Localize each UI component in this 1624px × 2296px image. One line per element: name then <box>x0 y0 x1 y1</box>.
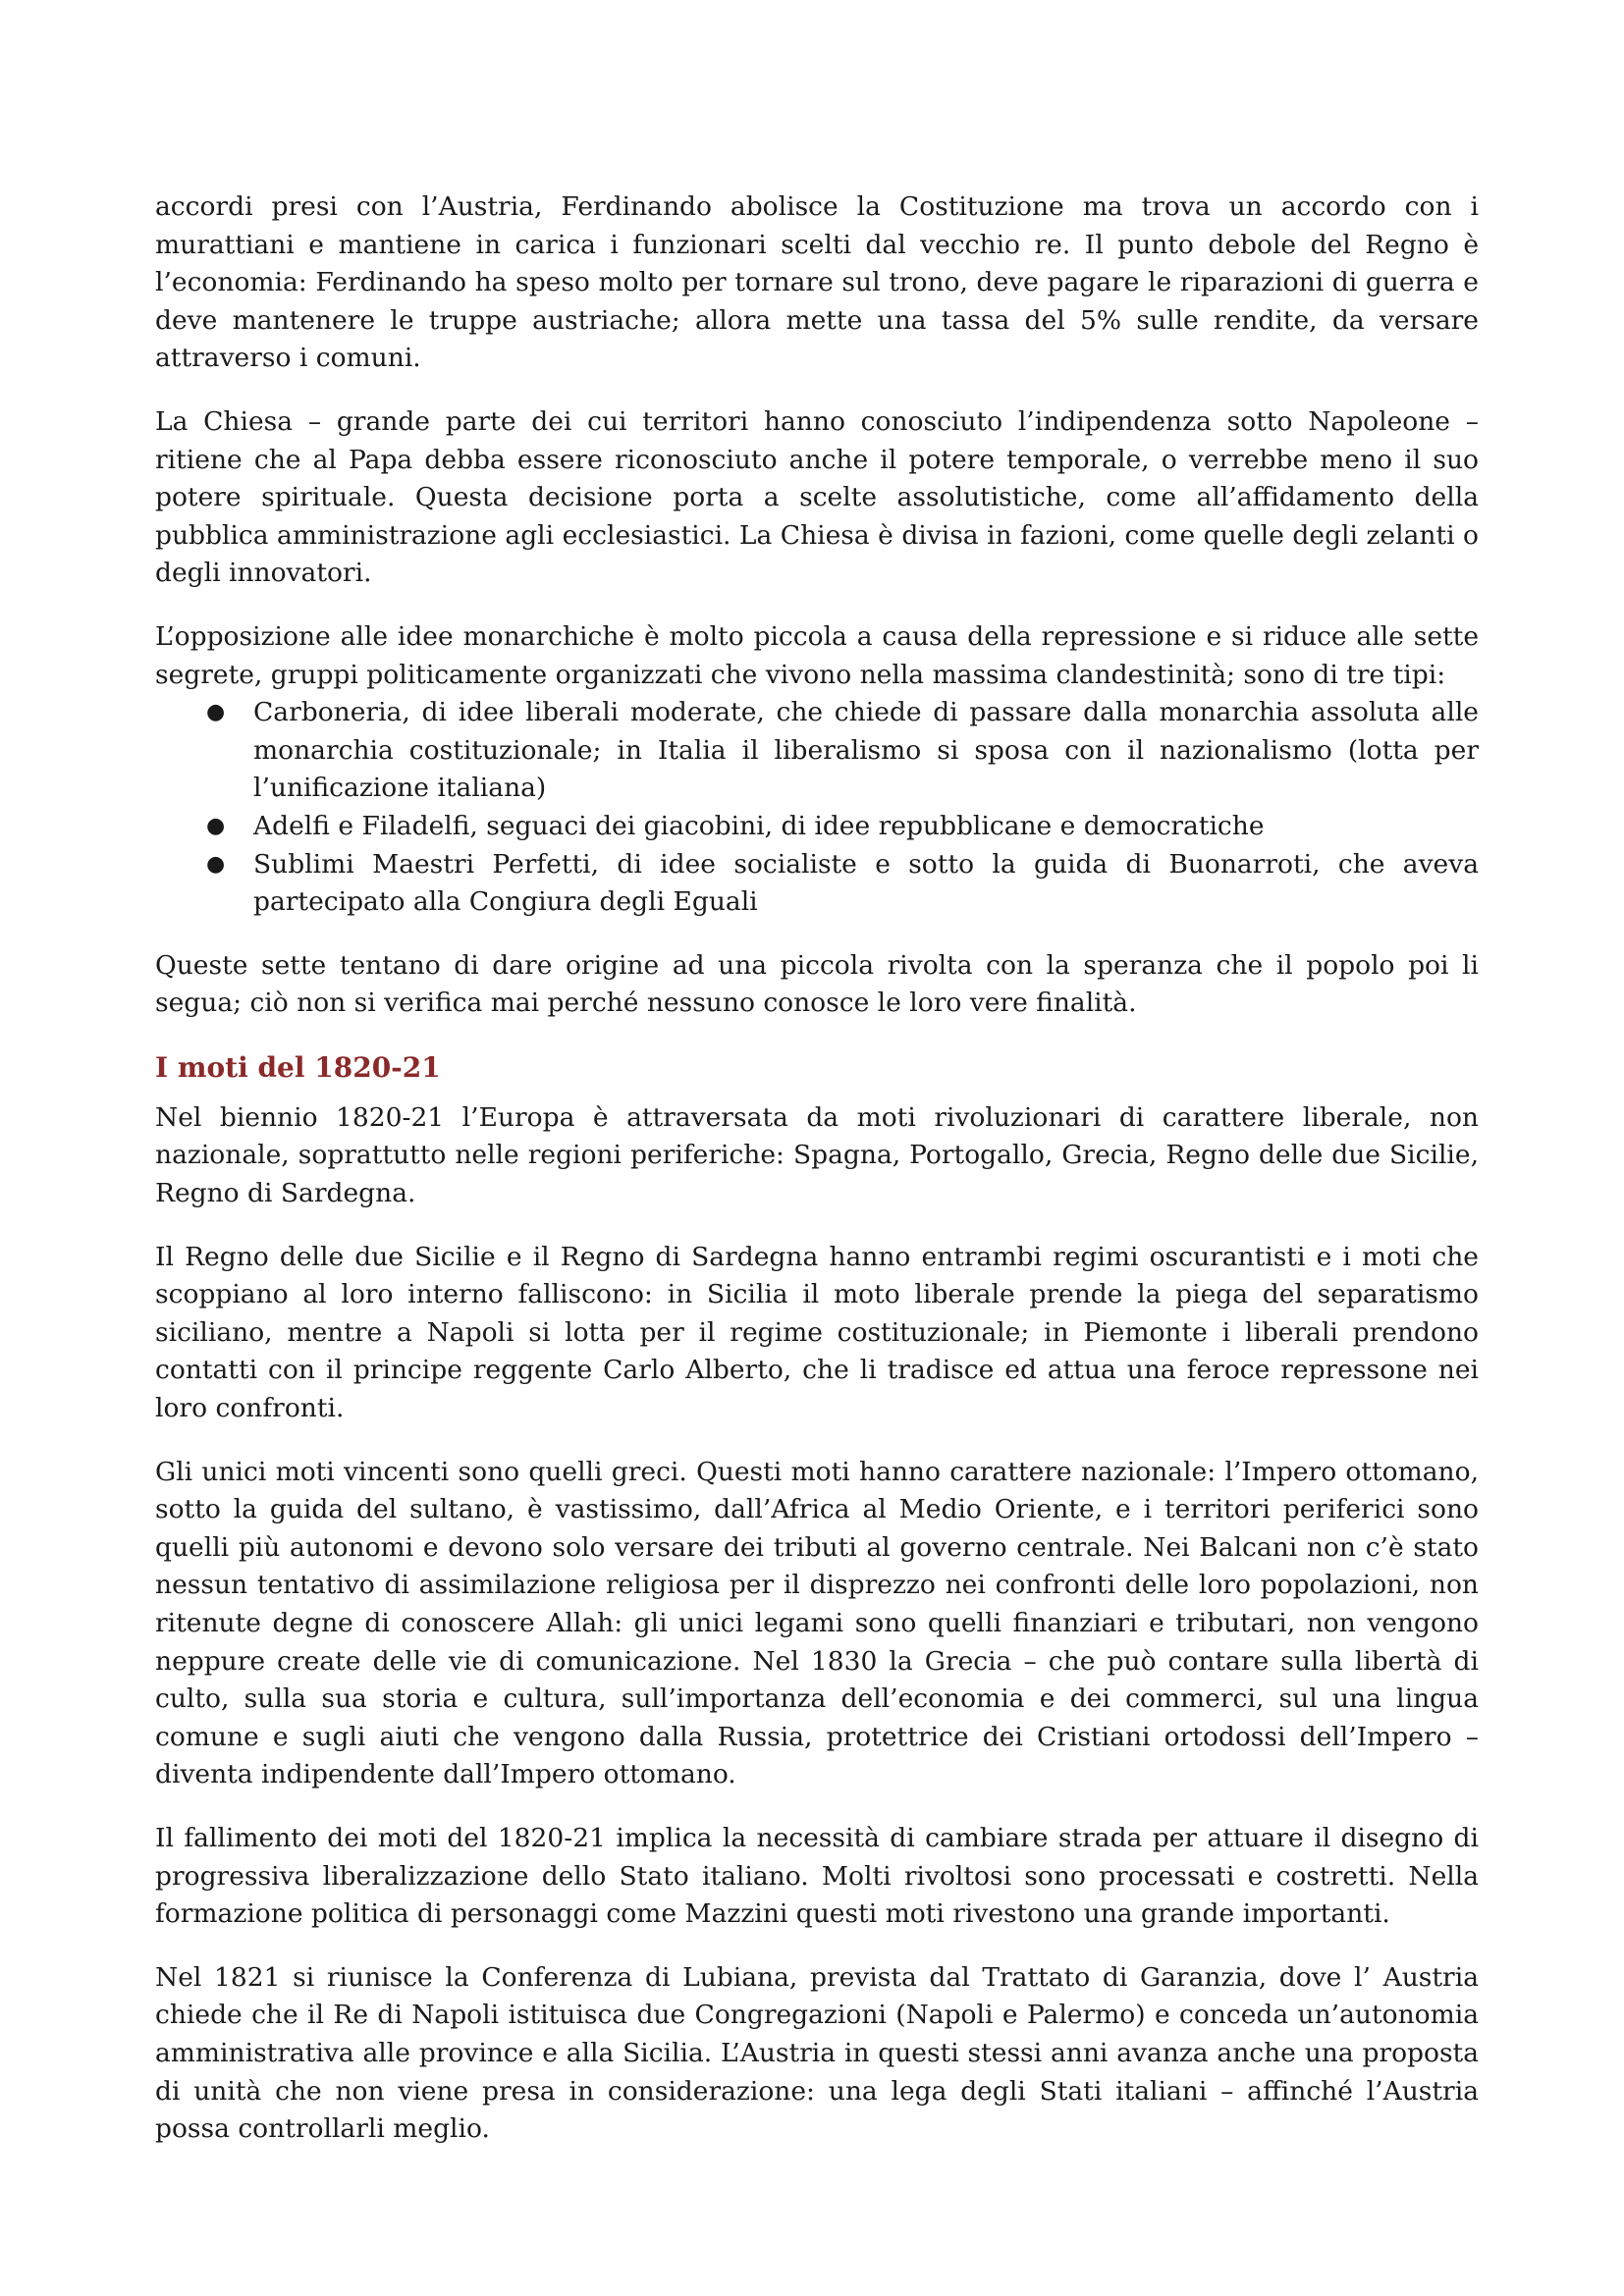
paragraph-lubiana-conference: Nel 1821 si riunisce la Conferenza di Lubiana, prevista dal Trattato di Garanzia, dove l’ Austria chiede che il Re di Napoli istituisca due Congregazioni (Napoli e Palermo) e conceda un’autonomia amministrativa alle province e alla Sicilia. L’Austria in questi stessi anni avanza anche una proposta di unità che non viene presa in considerazione: una lega degli Stati italiani – affinché l’Austria possa controllarli meglio. <box>155 1961 1479 2145</box>
paragraph-failure: Il fallimento dei moti del 1820-21 implica la necessità di cambiare strada per attuare il disegno di progressiva liberalizzazione dello Stato italiano. Molti rivoltosi sono processati e costretti. Nella formazione politica di personaggi come Mazzini questi moti rivestono una grande importanti. <box>155 1822 1479 1930</box>
bullet-icon: ● <box>206 851 226 877</box>
paragraph-two-sicilies-sardinia: Il Regno delle due Sicilie e il Regno di Sardegna hanno entrambi regimi oscurantisti e i moti che scoppiano al loro interno falliscono: in Sicilia il moto liberale prende la piega del separatismo siciliano, mentre a Napoli si lotta per il regime costituzionale; in Piemonte i liberali prendono contatti con il principe reggente Carlo Alberto, che li tradisce ed attua una feroce repressone nei loro confronti. <box>155 1241 1479 1424</box>
paragraph-naples-restoration: accordi presi con l’Austria, Ferdinando abolisce la Costituzione ma trova un accordo con i murattiani e mantiene in carica i funzionari scelti dal vecchio re. Il punto debole del Regno è l’economia: Ferdinando ha speso molto per tornare sul trono, deve pagare le riparazioni di guerra e deve mantenere le truppe austriache; allora mette una tassa del 5% sulle rendite, da versare attraverso i comuni. <box>155 191 1479 374</box>
list-item-text: Adelfi e Filadelfi, seguaci dei giacobini, di idee repubblicane e democratiche <box>253 810 1265 841</box>
paragraph-secret-societies: L’opposizione alle idee monarchiche è molto piccola a causa della repressione e si riduce alle sette segrete, gruppi politicamente organizzati che vivono nella massima clandestinità; sono di tre tipi: <box>155 620 1479 690</box>
secret-societies-list <box>155 694 1479 922</box>
section-heading: I moti del 1820-21 <box>155 1050 441 1084</box>
list-item-sublimi-maestri <box>155 846 1479 922</box>
list-item-text: Carboneria, di idee liberali moderate, che chiede di passare dalla monarchia assoluta alle monarchia costituzionale; in Italia il liberalismo si sposa con il nazionalismo (lotta per l’unificazione italiana) <box>253 697 1479 804</box>
paragraph-revolt-attempts: Queste sette tentano di dare origine ad una piccola rivolta con la speranza che il popolo poi li segua; ciò non si verifica mai perché nessuno conosce le loro vere finalità. <box>155 949 1479 1019</box>
bullet-icon: ● <box>206 700 226 725</box>
bullet-icon: ● <box>206 813 226 838</box>
list-item-adelfi <box>155 808 1479 846</box>
paragraph-biennio: Nel biennio 1820-21 l’Europa è attraversata da moti rivoluzionari di carattere liberale, non nazionale, soprattutto nelle regioni periferiche: Spagna, Portogallo, Grecia, Regno delle due Sicilie, Regno di Sardegna. <box>155 1101 1479 1209</box>
paragraph-greek-uprising: Gli unici moti vincenti sono quelli greci. Questi moti hanno carattere nazionale: l’Impero ottomano, sotto la guida del sultano, è vastissimo, dall’Africa al Medio Oriente, e i territori periferici sono quelli più autonomi e devono solo versare dei tributi al governo centrale. Nei Balcani non c’è stato nessun tentativo di assimilazione religiosa per il disprezzo nei confronti delle loro popolazioni, non ritenute degne di conoscere Allah: gli unici legami sono quelli finanziari e tributari, non vengono neppure create delle vie di comunicazione. Nel 1830 la Grecia – che può contare sulla libertà di culto, sulla sua storia e cultura, sull’importanza dell’economia e dei commerci, sul una lingua comune e sugli aiuti che vengono dalla Russia, protettrice dei Cristiani ortodossi dell’Impero – diventa indipendente dall’Impero ottomano. <box>155 1456 1479 1790</box>
list-item-carboneria <box>155 694 1479 808</box>
paragraph-church: La Chiesa – grande parte dei cui territori hanno conosciuto l’indipendenza sotto Napoleone – ritiene che al Papa debba essere riconosciuto anche il potere temporale, o verrebbe meno il suo potere spirituale. Questa decisione porta a scelte assolutistiche, come all’affidamento della pubblica amministrazione agli ecclesiastici. La Chiesa è divisa in fazioni, come quelle degli zelanti o degli innovatori. <box>155 405 1479 589</box>
document-page <box>155 188 1479 2174</box>
list-item-text: Sublimi Maestri Perfetti, di idee socialiste e sotto la guida di Buonarroti, che aveva partecipato alla Congiura degli Eguali <box>253 848 1479 918</box>
